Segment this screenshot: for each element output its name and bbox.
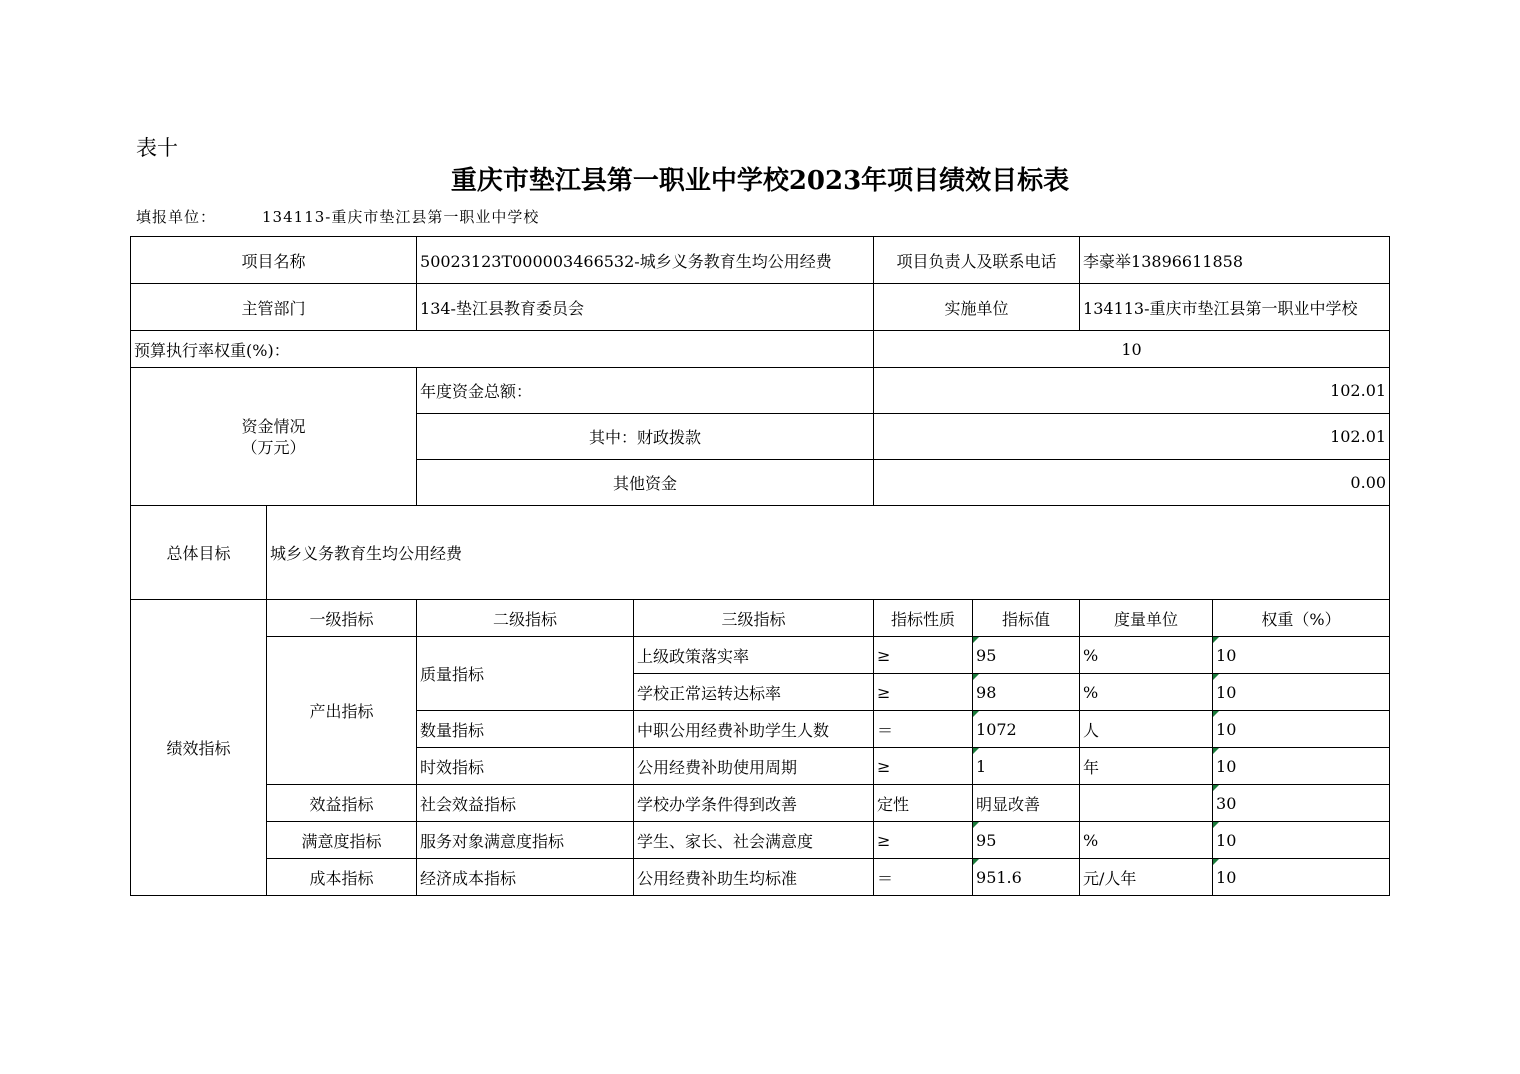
budget-weight-label: 预算执行率权重(%)： bbox=[131, 331, 874, 368]
weight-cell: 10 bbox=[1213, 711, 1390, 748]
value-cell: 明显改善 bbox=[973, 785, 1080, 822]
goal-row bbox=[131, 506, 1390, 600]
fill-unit-value: 134113-重庆市垫江县第一职业中学校 bbox=[262, 208, 540, 226]
unit-cell: % bbox=[1080, 822, 1213, 859]
header-level3: 三级指标 bbox=[634, 600, 874, 637]
weight-cell: 10 bbox=[1213, 637, 1390, 674]
contact-value: 李豪举13896611858 bbox=[1080, 237, 1390, 284]
level2-cell: 社会效益指标 bbox=[417, 785, 634, 822]
table-row bbox=[131, 785, 1390, 822]
project-name-label: 项目名称 bbox=[131, 237, 417, 284]
nature-cell: ≥ bbox=[874, 822, 973, 859]
funds-other-label: 其他资金 bbox=[417, 460, 874, 506]
funds-total-label: 年度资金总额： bbox=[417, 368, 874, 414]
level2-cell: 经济成本指标 bbox=[417, 859, 634, 896]
funds-total-row bbox=[131, 368, 1390, 414]
contact-label: 项目负责人及联系电话 bbox=[874, 237, 1080, 284]
unit-cell: % bbox=[1080, 674, 1213, 711]
level2-cell: 数量指标 bbox=[417, 711, 634, 748]
nature-cell: ≥ bbox=[874, 674, 973, 711]
level3-cell: 学生、家长、社会满意度 bbox=[634, 822, 874, 859]
value-cell: 95 bbox=[973, 637, 1080, 674]
quality-indicator-label: 质量指标 bbox=[417, 637, 634, 711]
value-cell: 98 bbox=[973, 674, 1080, 711]
funds-label bbox=[131, 368, 417, 506]
table-number: 表十 bbox=[136, 136, 178, 160]
indicators-label: 绩效指标 bbox=[131, 600, 267, 896]
weight-cell: 10 bbox=[1213, 748, 1390, 785]
project-name-value: 50023123T000003466532-城乡义务教育生均公用经费 bbox=[417, 237, 874, 284]
level3-cell: 中职公用经费补助学生人数 bbox=[634, 711, 874, 748]
nature-cell: 定性 bbox=[874, 785, 973, 822]
goal-label: 总体目标 bbox=[131, 506, 267, 600]
impl-label: 实施单位 bbox=[874, 284, 1080, 331]
unit-cell bbox=[1080, 785, 1213, 822]
funds-fiscal-value: 102.01 bbox=[874, 414, 1390, 460]
nature-cell: ＝ bbox=[874, 859, 973, 896]
performance-target-table bbox=[130, 236, 1390, 896]
unit-cell: 年 bbox=[1080, 748, 1213, 785]
indicator-header-row bbox=[131, 600, 1390, 637]
level1-cell: 成本指标 bbox=[267, 859, 417, 896]
dept-value: 134-垫江县教育委员会 bbox=[417, 284, 874, 331]
weight-cell: 10 bbox=[1213, 859, 1390, 896]
level3-cell: 学校办学条件得到改善 bbox=[634, 785, 874, 822]
unit-cell: 元/人年 bbox=[1080, 859, 1213, 896]
level1-cell: 效益指标 bbox=[267, 785, 417, 822]
nature-cell: ＝ bbox=[874, 711, 973, 748]
fill-unit-label: 填报单位： bbox=[136, 208, 217, 226]
value-cell: 951.6 bbox=[973, 859, 1080, 896]
level3-cell: 上级政策落实率 bbox=[634, 637, 874, 674]
budget-weight-value: 10 bbox=[874, 331, 1390, 368]
level3-cell: 公用经费补助生均标准 bbox=[634, 859, 874, 896]
weight-cell: 10 bbox=[1213, 822, 1390, 859]
project-name-row bbox=[131, 237, 1390, 284]
impl-value: 134113-重庆市垫江县第一职业中学校 bbox=[1080, 284, 1390, 331]
level1-cell: 满意度指标 bbox=[267, 822, 417, 859]
weight-cell: 10 bbox=[1213, 674, 1390, 711]
level2-cell: 时效指标 bbox=[417, 748, 634, 785]
value-cell: 1 bbox=[973, 748, 1080, 785]
level2-cell: 服务对象满意度指标 bbox=[417, 822, 634, 859]
dept-label: 主管部门 bbox=[131, 284, 417, 331]
budget-weight-row bbox=[131, 331, 1390, 368]
table-row bbox=[131, 822, 1390, 859]
value-cell: 1072 bbox=[973, 711, 1080, 748]
table-row bbox=[131, 859, 1390, 896]
header-unit: 度量单位 bbox=[1080, 600, 1213, 637]
value-cell: 95 bbox=[973, 822, 1080, 859]
header-value: 指标值 bbox=[973, 600, 1080, 637]
header-nature: 指标性质 bbox=[874, 600, 973, 637]
funds-total-value: 102.01 bbox=[874, 368, 1390, 414]
header-weight: 权重（%） bbox=[1213, 600, 1390, 637]
page-title: 重庆市垫江县第一职业中学校2023年项目绩效目标表 bbox=[450, 166, 1070, 196]
funds-label-line2: （万元） bbox=[241, 437, 306, 457]
weight-cell: 30 bbox=[1213, 785, 1390, 822]
level3-cell: 公用经费补助使用周期 bbox=[634, 748, 874, 785]
header-level2: 二级指标 bbox=[417, 600, 634, 637]
output-indicator-label: 产出指标 bbox=[267, 637, 417, 785]
table-row bbox=[131, 637, 1390, 674]
goal-value: 城乡义务教育生均公用经费 bbox=[267, 506, 1390, 600]
header-level1: 一级指标 bbox=[267, 600, 417, 637]
dept-row bbox=[131, 284, 1390, 331]
funds-other-value: 0.00 bbox=[874, 460, 1390, 506]
fill-unit-row bbox=[136, 206, 539, 227]
funds-label-line1: 资金情况 bbox=[241, 416, 306, 436]
nature-cell: ≥ bbox=[874, 637, 973, 674]
level3-cell: 学校正常运转达标率 bbox=[634, 674, 874, 711]
funds-fiscal-label: 其中：财政拨款 bbox=[417, 414, 874, 460]
unit-cell: 人 bbox=[1080, 711, 1213, 748]
unit-cell: % bbox=[1080, 637, 1213, 674]
nature-cell: ≥ bbox=[874, 748, 973, 785]
